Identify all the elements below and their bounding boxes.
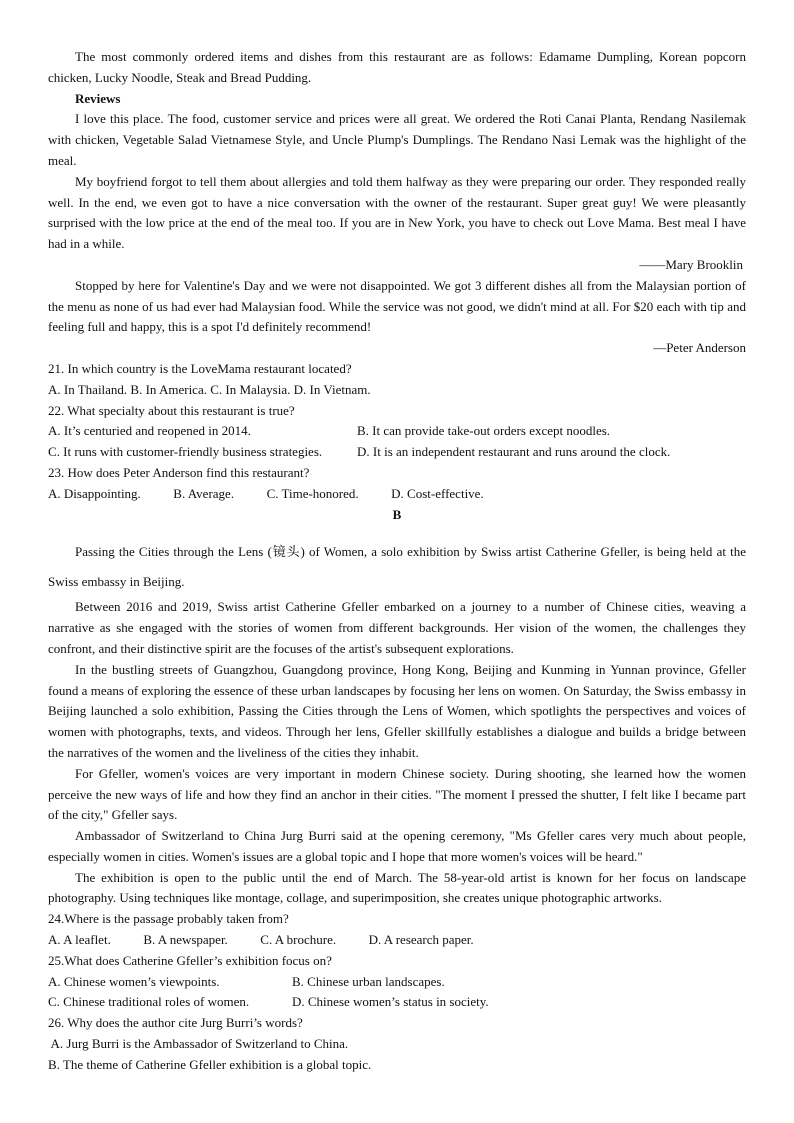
question-22-option-c: C. It runs with customer-friendly business strategies. [48,444,323,460]
question-25-option-b: B. Chinese urban landscapes. [292,973,445,989]
passage-b-paragraph-3: In the bustling streets of Guangzhou, Guangdong province, Hong Kong, Beijing and Kunming in Yunnan province, Gfeller found a means of exploring the essence of these urban landscapes by focusing her lens on women. On Saturday, the Swiss embassy in Beijing launched a solo exhibition, Passing the Cities through the Lens of Women, which spotlights the perspectives and voices of women with photographs, texts, and videos. Through her lens, Gfeller skillfully establishes a dialogue and builds a bridge between the narratives of the women and the liveliness of the cities they inhabit. [48,661,746,760]
review-2: My boyfriend forgot to tell them about allergies and told them halfway as they were preparing our order. They responded really well. In the end, we even got to have a nice conversation with the owner of the restaurant. Super great guy! We were pleasantly surprised with the low price at the end of the meal too. If you are in New York, you have to check out Love Mama. Best meal I have had in a while. [48,173,746,252]
section-spacer [48,525,746,537]
question-24-options: A. A leaflet. B. A newspaper. C. A brochure. D. A research paper. [48,932,474,948]
question-25: 25.What does Catherine Gfeller’s exhibition focus on? [48,952,332,968]
passage-a-paragraph-1: The most commonly ordered items and dishes from this restaurant are as follows: Edamame Dumpling, Korean popcorn chicken, Lucky Noodle, Steak and Bread Pudding. [48,49,746,85]
question-25-options [48,972,746,1014]
review-3: Stopped by here for Valentine's Day and we were not disappointed. We got 3 different dishes all from the Malaysian portion of the menu as none of us had ever had Malaysian food. While the service was not good, we didn't mind at all. For $20 each with tip and feeling full and happy, this is a spot I'd definitely recommend! [48,277,746,335]
question-26-option-a: A. Jurg Burri is the Ambassador of Switzerland to China. [48,1036,349,1052]
question-23: 23. How does Peter Anderson find this restaurant? [48,464,310,480]
question-25-option-a: A. Chinese women’s viewpoints. [48,973,220,989]
question-26: 26. Why does the author cite Jurg Burri’s words? [48,1015,303,1031]
question-22-option-b: B. It can provide take-out orders except noodles. [357,423,611,439]
question-22-options [48,421,746,463]
question-23-options: A. Disappointing. B. Average. C. Time-honored. D. Cost-effective. [48,485,484,501]
question-22: 22. What specialty about this restaurant is true? [48,402,295,418]
passage-b-paragraph-5: Ambassador of Switzerland to China Jurg Burri said at the opening ceremony, "Ms Gfeller cares very much about people, especially women in cities. Women's issues are a global topic and I hope that more women's voices will be heard." [48,828,746,864]
review-1: I love this place. The food, customer service and prices were all great. We ordered the Roti Canai Planta, Rendang Nasilemak with chicken, Vegetable Salad Vietnamese Style, and Uncle Plump's Dumplings. The Rendano Nasi Lemak was the highlight of the meal. [48,111,746,168]
review-signature-mary: ——Mary Brooklin [639,256,743,272]
question-21: 21. In which country is the LoveMama restaurant located? [48,360,352,376]
review-signature-peter: —Peter Anderson [653,340,746,356]
question-22-option-d: D. It is an independent restaurant and runs around the clock. [357,444,671,460]
question-26-option-b: B. The theme of Catherine Gfeller exhibition is a global topic. [48,1056,372,1072]
question-25-option-d: D. Chinese women’s status in society. [292,994,489,1010]
question-24: 24.Where is the passage probably taken from? [48,911,289,927]
passage-b-paragraph-4: For Gfeller, women's voices are very important in modern Chinese society. During shooting, she learned how the women perceive the new ways of life and how they find an anchor in their cities. "The moment I pressed the shutter, I felt like I became part of the city," Gfeller says. [48,765,746,823]
reviews-heading: Reviews [75,90,121,106]
question-22-option-a: A. It’s centuried and reopened in 2014. [48,423,251,439]
question-21-options: A. In Thailand. B. In America. C. In Malaysia. D. In Vietnam. [48,381,371,397]
passage-b-label: B [392,506,402,522]
passage-b-paragraph-6: The exhibition is open to the public until the end of March. The 58-year-old artist is known for her focus on landscape photography. Using techniques like montage, collage, and superimposition, she creates unique photographic artworks. [48,869,746,906]
passage-b-paragraph-2: Between 2016 and 2019, Swiss artist Catherine Gfeller embarked on a journey to a number of Chinese cities, weaving a narrative as she engaged with the stories of women from different backgrounds. Her vision of the women, the challenges they confront, and their distinctive spirit are the focuses of the artist's subsequent explorations. [48,599,746,656]
passage-b-paragraph-1: Passing the Cities through the Lens (镜头) of Women, a solo exhibition by Swiss artist Catherine Gfeller, is being held at the Swiss embassy in Beijing. [48,544,746,590]
document-page [48,47,746,1076]
question-25-option-c: C. Chinese traditional roles of women. [48,994,250,1010]
